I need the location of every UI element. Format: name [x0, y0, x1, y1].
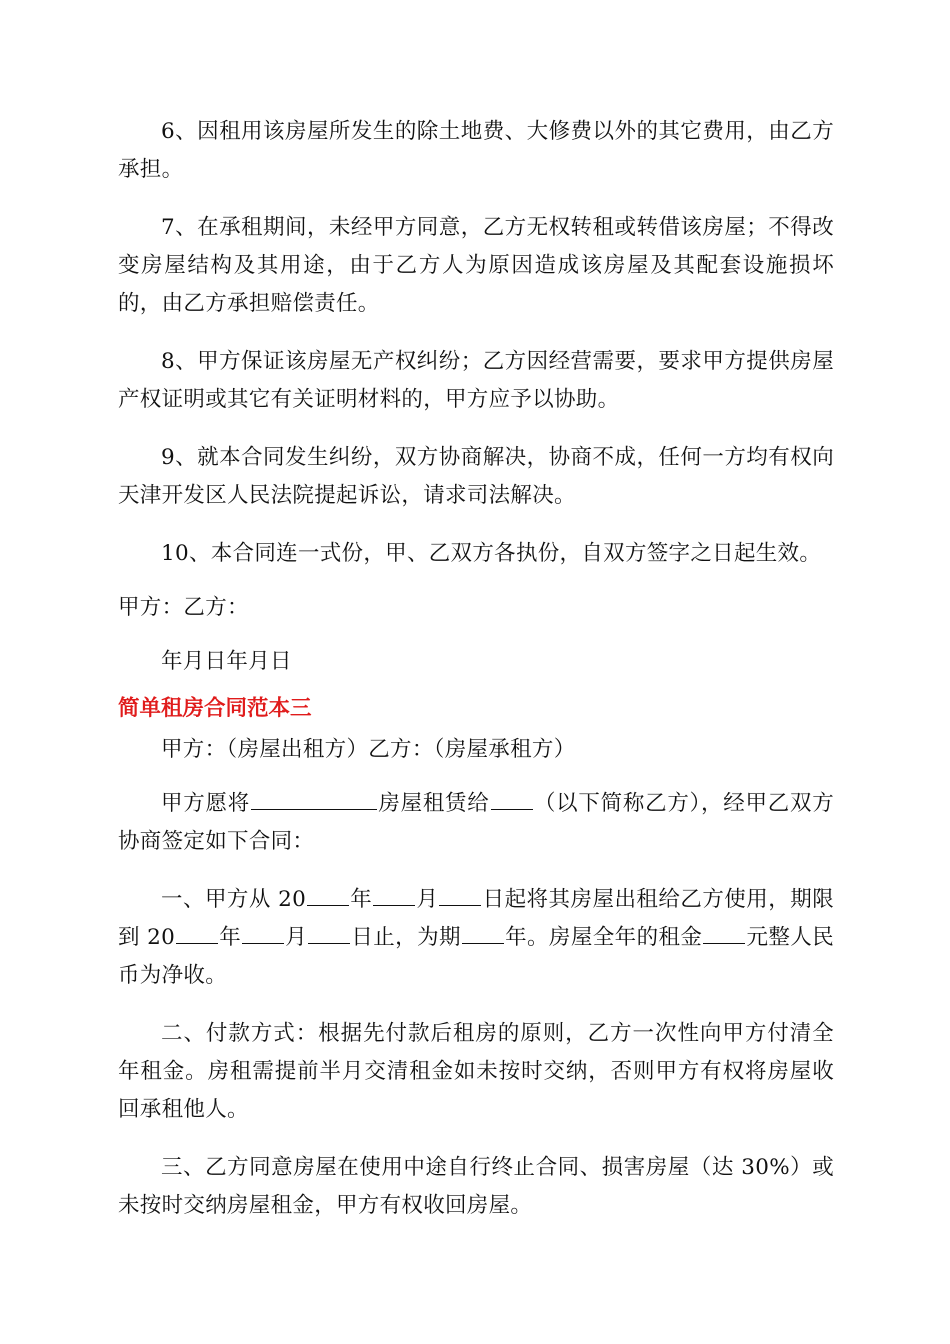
clause-6: 6、因租用该房屋所发生的除土地费、大修费以外的其它费用，由乙方承担。 [118, 119, 834, 182]
section-parties: 甲方：（房屋出租方）乙方：（房屋承租方） [161, 737, 576, 762]
item1-text-6: 月 [285, 925, 308, 950]
blank-field [307, 883, 349, 906]
blank-field [308, 921, 350, 944]
section-heading: 简单租房合同范本三 [118, 696, 312, 721]
blank-field [176, 921, 218, 944]
intro-text-2: 房屋租赁给 [377, 791, 490, 816]
intro-text-3: （以下简称乙方），经甲乙双方协商签定如下合同： [118, 791, 834, 854]
blank-field [242, 921, 284, 944]
item1-text-9: 元整人民币为净收。 [118, 925, 834, 988]
intro-text-1: 甲方愿将 [161, 791, 250, 816]
item1-text-8: 年。房屋全年的租金 [504, 925, 703, 950]
blank-field [439, 883, 481, 906]
blank-field [491, 787, 533, 810]
clause-8: 8、甲方保证该房屋无产权纠纷；乙方因经营需要，要求甲方提供房屋产权证明或其它有关证明材料的，甲方应予以协助。 [118, 349, 834, 412]
item1-text-7: 日止，为期 [351, 925, 461, 950]
item1-text-3: 月 [416, 887, 439, 912]
blank-field [703, 921, 745, 944]
blank-field [251, 787, 377, 810]
signature-parties: 甲方：乙方： [118, 595, 249, 620]
document-page [118, 113, 834, 1225]
section-intro [118, 785, 834, 861]
item1-text-5: 年 [219, 925, 242, 950]
clause-10: 10、本合同连一式份，甲、乙双方各执份，自双方签字之日起生效。 [161, 541, 822, 566]
clause-9: 9、就本合同发生纠纷，双方协商解决，协商不成，任何一方均有权向天津开发区人民法院提起诉讼，请求司法解决。 [118, 445, 834, 508]
item1-text-1: 一、甲方从 20 [161, 887, 307, 912]
item-3: 三、乙方同意房屋在使用中途自行终止合同、损害房屋（达 30%）或未按时交纳房屋租金，甲方有权收回房屋。 [118, 1155, 834, 1218]
blank-field [462, 921, 504, 944]
clause-7: 7、在承租期间，未经甲方同意，乙方无权转租或转借该房屋；不得改变房屋结构及其用途，由于乙方人为原因造成该房屋及其配套设施损坏的，由乙方承担赔偿责任。 [118, 215, 834, 316]
item-2: 二、付款方式：根据先付款后租房的原则，乙方一次性向甲方付清全年租金。房租需提前半月交清租金如未按时交纳，否则甲方有权将房屋收回承租他人。 [118, 1021, 834, 1122]
blank-field [373, 883, 415, 906]
item1-text-4: 日起将其房屋出租给乙方使用，期限到 20 [118, 887, 834, 950]
signature-dates: 年月日年月日 [161, 649, 292, 674]
item-1 [118, 881, 834, 995]
item1-text-2: 年 [350, 887, 373, 912]
